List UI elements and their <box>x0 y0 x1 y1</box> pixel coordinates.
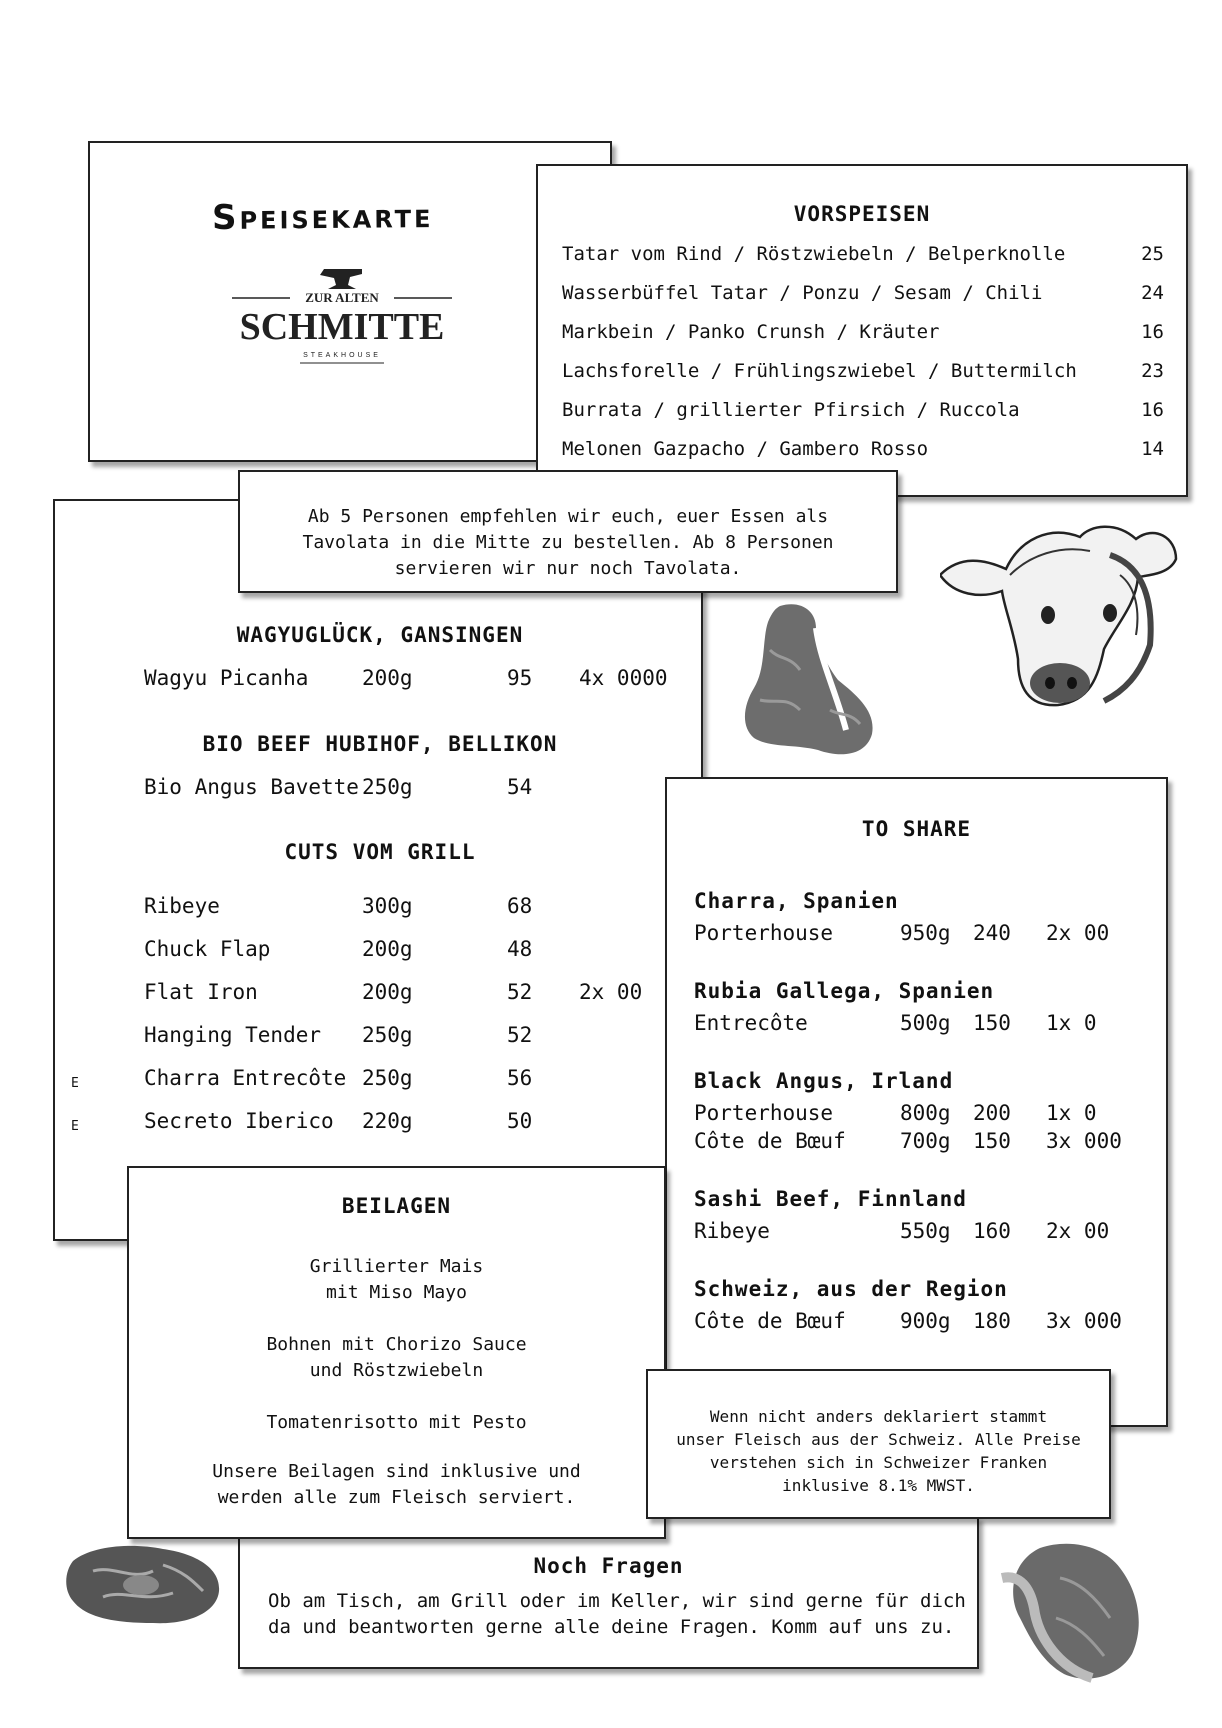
tbone-steak-illustration <box>740 600 878 760</box>
to-share-card: TO SHARE Charra, Spanien Porterhouse 950g 240 2x 00 Rubia Gallega, Spanien Entrecôte 500g 150 1x 0 Black Angus, Irland Porterhouse 800g 200 1x 0 Côte de Bœuf 700g 150 3x 000 Sashi Beef, Finnland Ribeye 550g 160 2x 00 Schweiz, aus der Region Côte de Bœuf 900g 180 3x 000 <box>665 777 1168 1427</box>
restaurant-logo <box>232 265 452 375</box>
e-marker: E <box>71 1076 79 1091</box>
title-card <box>88 141 612 462</box>
questions-heading: Noch Fragen <box>533 1554 684 1578</box>
beilagen-heading: BEILAGEN <box>341 1194 452 1218</box>
svg-text:STEAKHOUSE: STEAKHOUSE <box>303 352 381 359</box>
menu-item: Wasserbüffel Tatar / Ponzu / Sesam / Chili 24 <box>562 282 1164 304</box>
price-info-note: Wenn nicht anders deklariert stammt unser Fleisch aus der Schweiz. Alle Preise verstehen sich in Schweizer Franken inklusive 8.1% MWST. <box>646 1369 1111 1519</box>
svg-text:SCHMITTE: SCHMITTE <box>239 306 445 348</box>
svg-text:ZUR ALTEN: ZUR ALTEN <box>305 290 379 305</box>
ribeye-steak-illustration <box>63 1541 225 1626</box>
questions-card: Noch Fragen Ob am Tisch, am Grill oder im Keller, wir sind gerne für dich da und beantworten gerne alle deine Fragen. Komm auf uns zu. <box>238 1516 979 1669</box>
wagyu-heading: WAGYUGLÜCK, GANSINGEN <box>236 623 524 647</box>
menu-item: Lachsforelle / Frühlingszwiebel / Buttermilch 23 <box>562 360 1164 382</box>
origin-heading: Black Angus, Irland <box>694 1069 954 1093</box>
main-meat-card: WAGYUGLÜCK, GANSINGEN Wagyu Picanha 200g 95 4x 0000 BIO BEEF HUBIHOF, BELLIKON Bio Angus Bavette 250g 54 CUTS VOM GRILL Ribeye 300g 68 Chuck Flap 200g 48 Flat Iron 200g 52 2x 00 Hanging Tender 250g 52 E Charra Entrecôte 250g 56 E Secreto Iberico 220g 50 <box>53 499 703 1241</box>
menu-item: Melonen Gazpacho / Gambero Rosso 14 <box>562 438 1164 460</box>
vorspeisen-card <box>536 164 1188 497</box>
tavolata-note: Ab 5 Personen empfehlen wir euch, euer Essen als Tavolata in die Mitte zu bestellen. Ab 8 Personen servieren wir nur noch Tavolata. <box>238 470 898 593</box>
bio-heading: BIO BEEF HUBIHOF, BELLIKON <box>202 732 558 756</box>
menu-item: Markbein / Panko Crunsh / Kräuter 16 <box>562 321 1164 343</box>
origin-heading: Rubia Gallega, Spanien <box>694 979 995 1003</box>
anvil-icon <box>320 269 362 289</box>
beilagen-card: BEILAGEN Grillierter Mais mit Miso Mayo Bohnen mit Chorizo Sauce und Röstzwiebeln Tomatenrisotto mit Pesto Unsere Beilagen sind inklusive und werden alle zum Fleisch serviert. <box>127 1166 666 1539</box>
bone-in-steak-illustration <box>1000 1538 1152 1683</box>
to-share-heading: TO SHARE <box>861 817 972 841</box>
e-marker: E <box>71 1119 79 1134</box>
menu-item: Burrata / grillierter Pfirsich / Ruccola 16 <box>562 399 1164 421</box>
menu-item: Tatar vom Rind / Röstzwiebeln / Belperknolle 25 <box>562 243 1164 265</box>
origin-heading: Schweiz, aus der Region <box>694 1277 1008 1301</box>
menu-title: Speisekarte <box>211 196 434 238</box>
cuts-heading: CUTS VOM GRILL <box>284 840 476 864</box>
cow-head-illustration <box>940 515 1180 710</box>
origin-heading: Charra, Spanien <box>694 889 899 913</box>
origin-heading: Sashi Beef, Finnland <box>694 1187 967 1211</box>
vorspeisen-heading: VORSPEISEN <box>793 202 931 226</box>
